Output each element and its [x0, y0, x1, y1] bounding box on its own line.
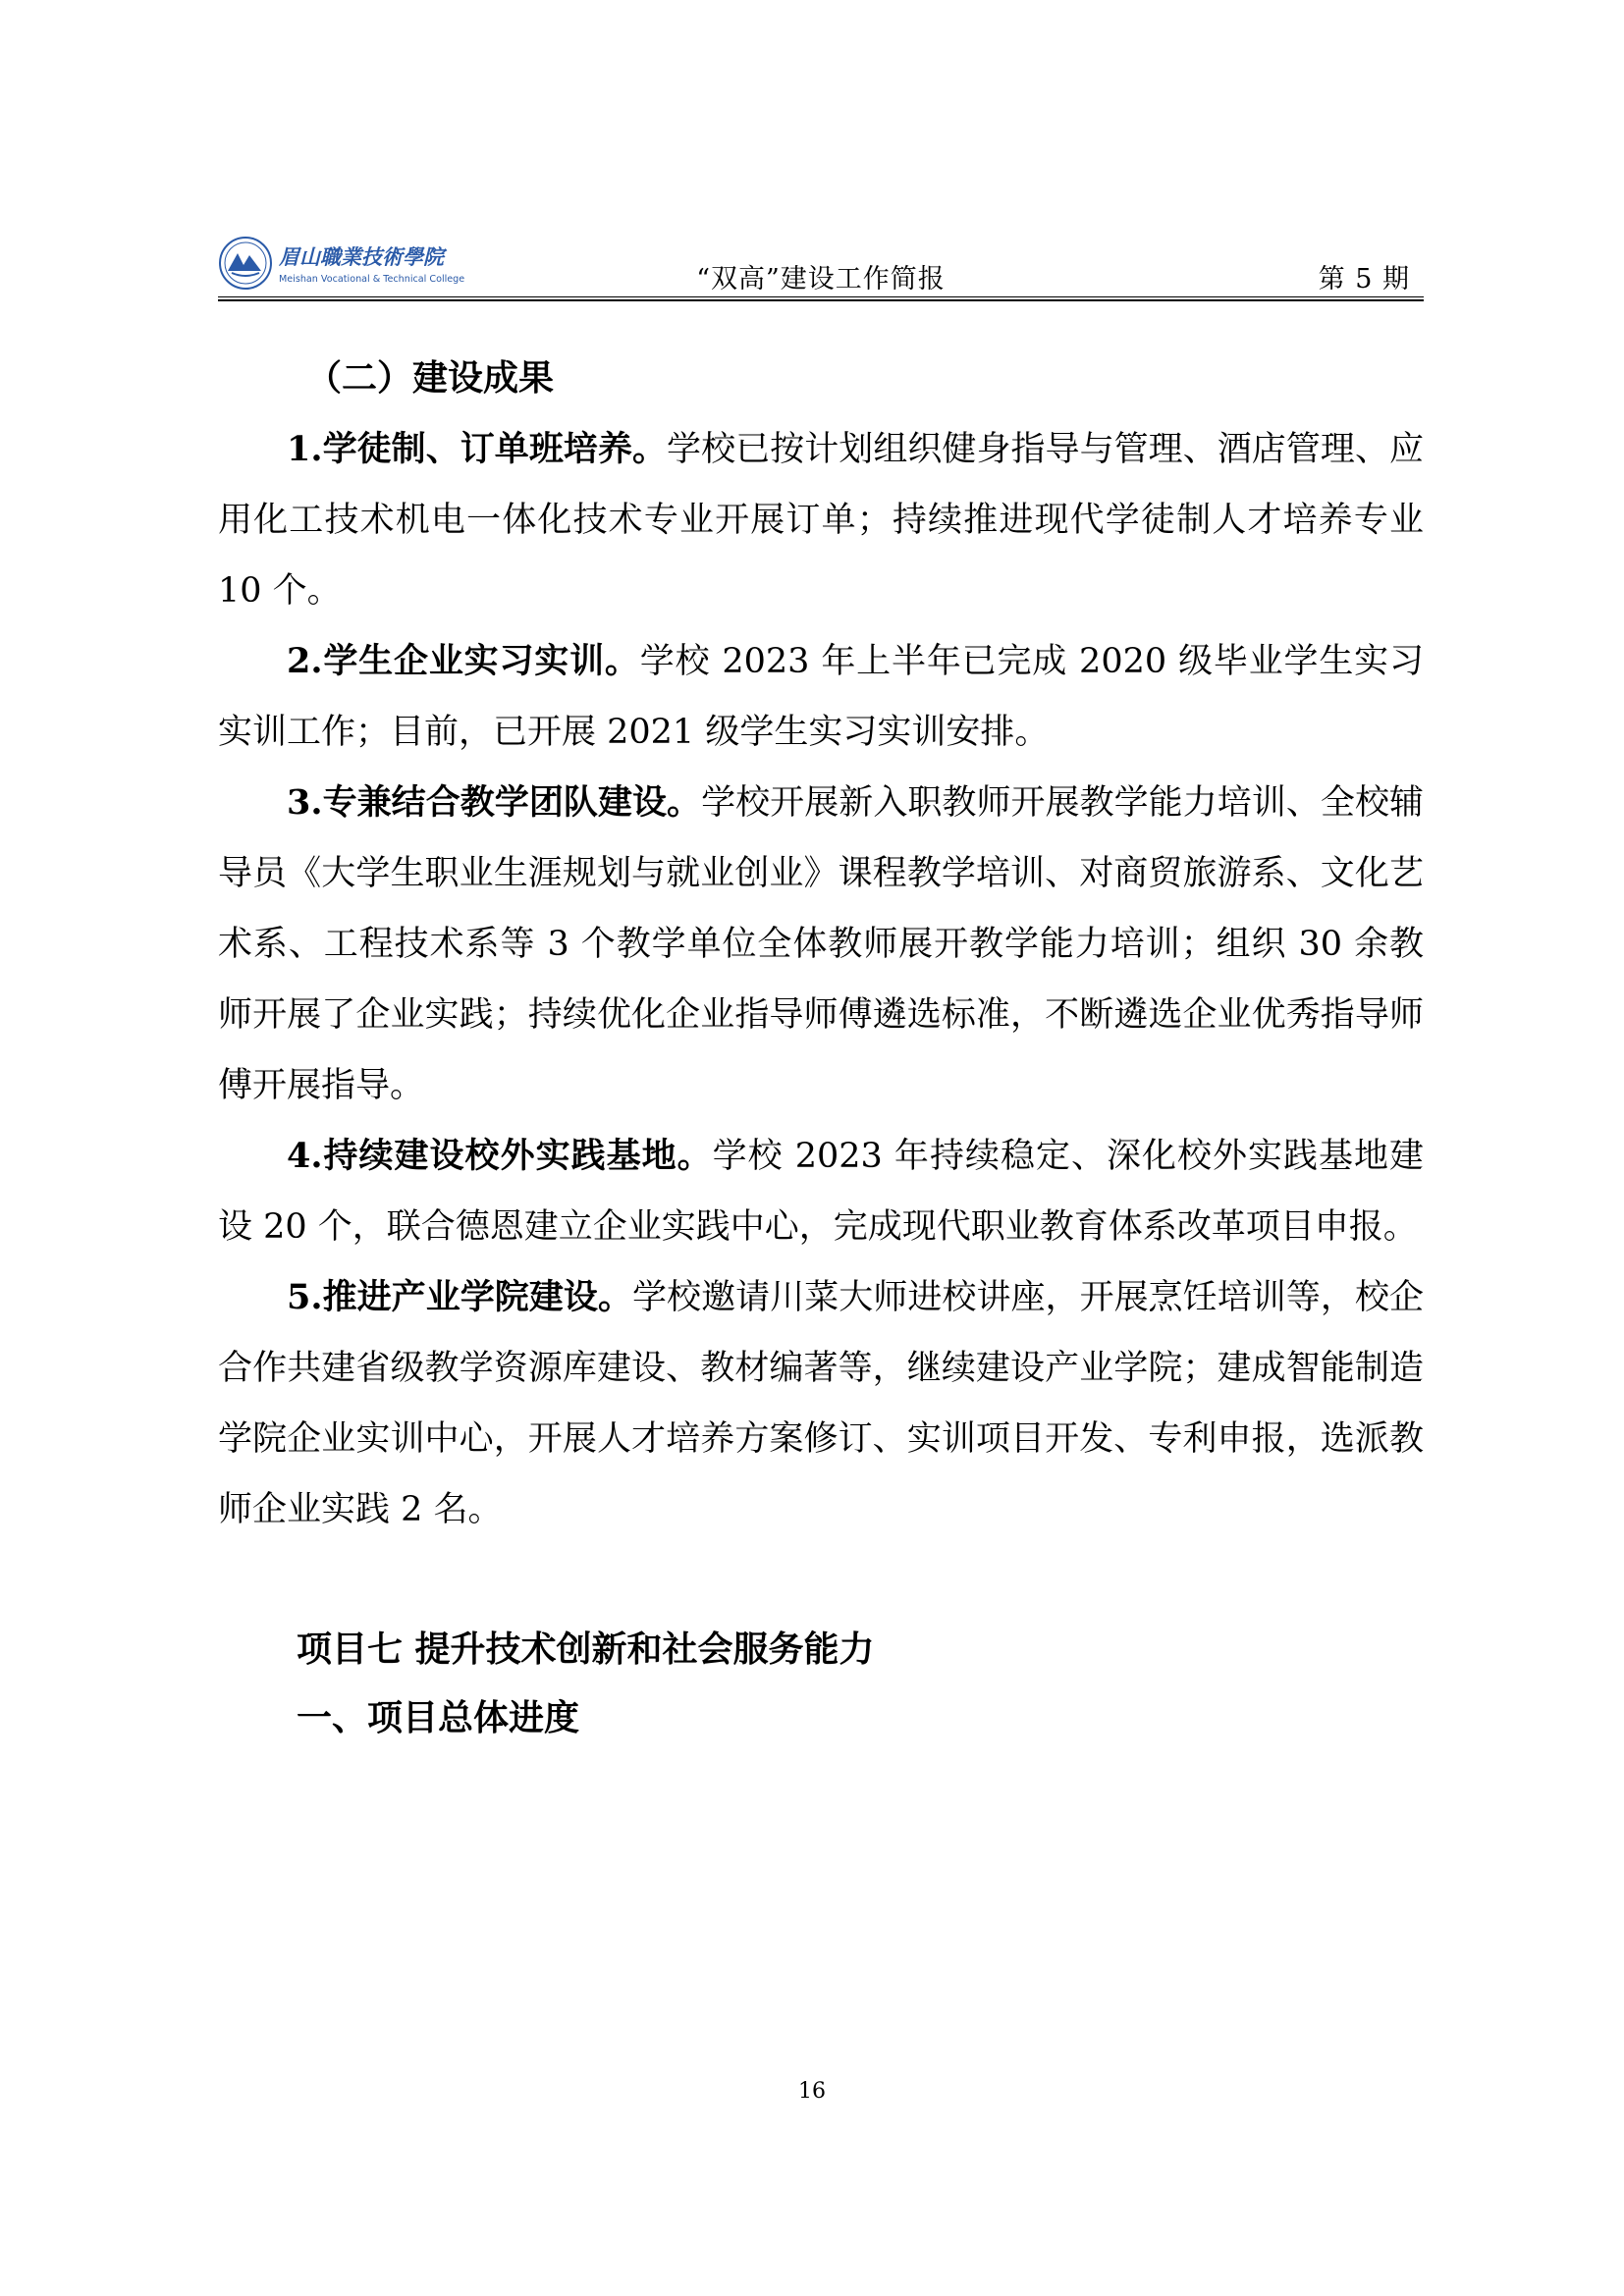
section-heading: （二）建设成果 [306, 358, 555, 399]
achievement-lead: 4.持续建设校外实践基地。 [287, 1136, 713, 1176]
achievement-text: 学校 2023 年持续稳定、深化校外实践基地建设 20 个，联合德恩建立企业实践中心，完成现代职业教育体系改革项目申报。 [218, 1137, 1424, 1247]
achievement-item-5 [218, 1262, 1424, 1545]
achievement-lead: 5.推进产业学院建设。 [287, 1277, 632, 1317]
logo-name-cn: 眉山職業技術學院 [279, 244, 444, 269]
project-subheading: 一、项目总体进度 [297, 1698, 580, 1738]
achievement-text: 学校邀请川菜大师进校讲座，开展烹饪培训等，校企合作共建省级教学资源库建设、教材编著等，继续建设产业学院；建成智能制造学院企业实训中心，开展人才培养方案修订、实训项目开发、专利申报，选派教师企业实践 2 名。 [218, 1278, 1424, 1529]
bulletin-title: “双高”建设工作简报 [696, 264, 946, 294]
page-header [218, 228, 1424, 300]
header-divider-thin [218, 296, 1424, 297]
achievement-text: 学校已按计划组织健身指导与管理、酒店管理、应用化工技术机电一体化技术专业开展订单；持续推进现代学徒制人才培养专业 10 个。 [218, 430, 1424, 611]
logo-name-en: Meishan Vocational & Technical College [279, 274, 465, 285]
header-divider-thick [218, 299, 1424, 301]
achievement-item-2 [218, 626, 1424, 768]
issue-number: 第 5 期 [1318, 264, 1410, 294]
page-number: 16 [798, 2079, 826, 2104]
achievement-text: 学校开展新入职教师开展教学能力培训、全校辅导员《大学生职业生涯规划与就业创业》课程教学培训、对商贸旅游系、文化艺术系、工程技术系等 3 个教学单位全体教师展开教学能力培训；组织 30 余教师开展了企业实践；持续优化企业指导师傅遴选标准，不断遴选企业优秀指导师傅开展指导。 [218, 783, 1424, 1105]
achievement-item-3 [218, 768, 1424, 1121]
achievement-item-1 [218, 414, 1424, 626]
achievement-lead: 3.专兼结合教学团队建设。 [287, 782, 702, 823]
document-body [218, 344, 1424, 1751]
achievement-text: 学校 2023 年上半年已完成 2020 级毕业学生实习实训工作；目前，已开展 2021 级学生实习实训安排。 [218, 642, 1424, 752]
achievement-lead: 1.学徒制、订单班培养。 [287, 429, 668, 469]
project-title: 项目七 提升技术创新和社会服务能力 [297, 1629, 875, 1670]
achievement-lead: 2.学生企业实习实训。 [287, 641, 640, 681]
achievement-item-4 [218, 1121, 1424, 1262]
